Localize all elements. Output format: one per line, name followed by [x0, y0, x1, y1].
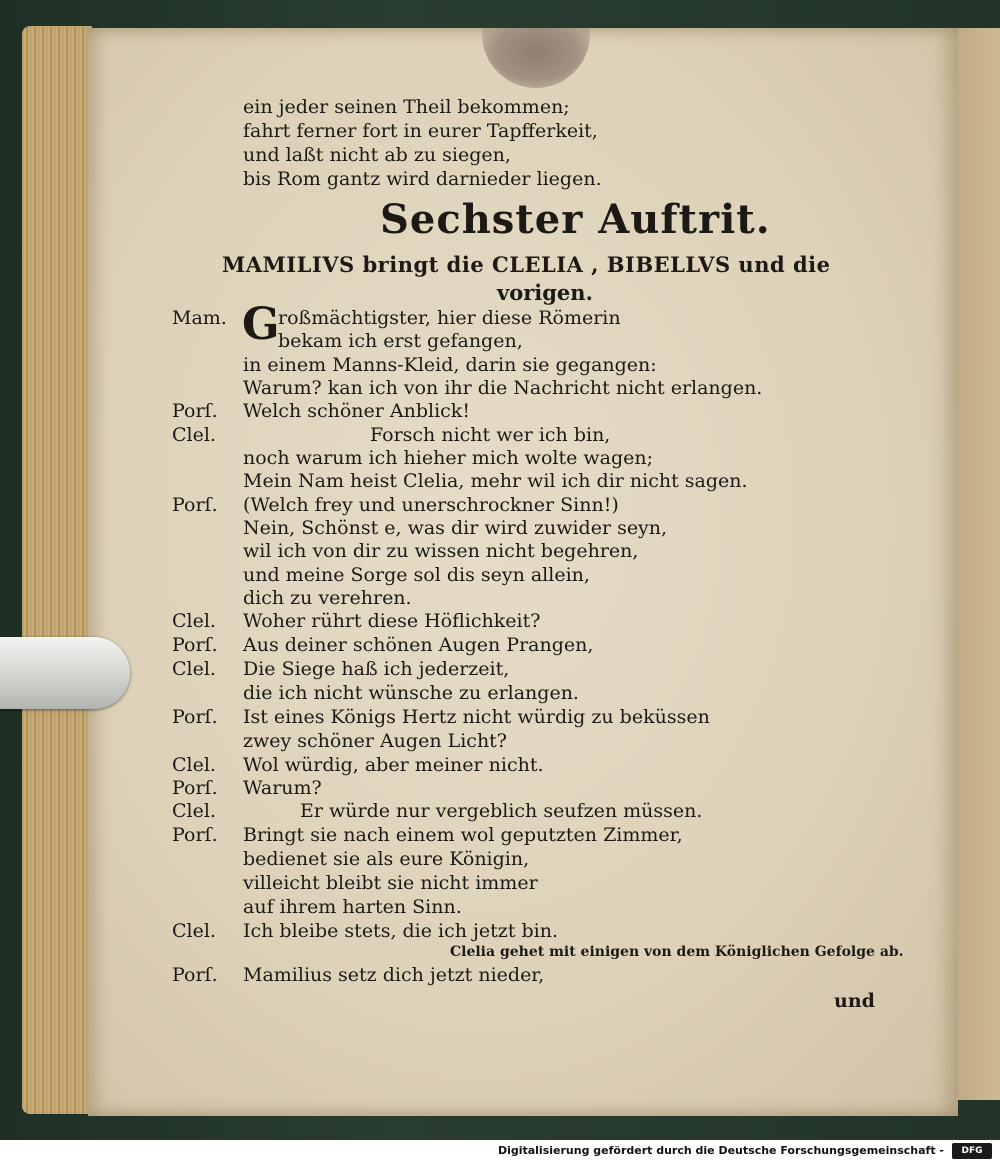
footer-credit: Digitalisierung gefördert durch die Deutsche Forschungsgemeinschaft - — [497, 1144, 944, 1157]
speaker-label: Porſ. — [172, 964, 218, 986]
dialogue-line: auf ihrem harten Sinn. — [243, 896, 462, 918]
dialogue-line: Er würde nur vergeblich seufzen müssen. — [300, 800, 703, 822]
speaker-label: Clel. — [172, 424, 216, 446]
speaker-label: Clel. — [172, 610, 216, 632]
dialogue-line: bedienet sie als eure Königin, — [243, 848, 530, 870]
dialogue-line: Aus deiner schönen Augen Prangen, — [243, 634, 594, 656]
dialogue-line: Woher rührt diese Höflichkeit? — [243, 610, 541, 632]
scene-title: Sechster Auftrit. — [380, 196, 771, 243]
speaker-label: Clel. — [172, 920, 216, 942]
dialogue-line: Welch schöner Anblick! — [243, 400, 470, 422]
dialogue-line: und meine Sorge sol dis seyn allein, — [243, 564, 590, 586]
speaker-label: Porſ. — [172, 777, 218, 799]
dialogue-line: dich zu verehren. — [243, 587, 412, 609]
scene-subtitle-continued: vorigen. — [497, 280, 593, 305]
stage-direction: Clelia gehet mit einigen von dem Königlichen Gefolge ab. — [450, 944, 904, 960]
speaker-label: Porſ. — [172, 400, 218, 422]
verse-line: bis Rom gantz wird darnieder liegen. — [243, 168, 602, 190]
speaker-label: Clel. — [172, 800, 216, 822]
dialogue-line: villeicht bleibt sie nicht immer — [243, 872, 538, 894]
verse-line: fahrt ferner fort in eurer Tapfferkeit, — [243, 120, 598, 142]
dialogue-line: Warum? kan ich von ihr die Nachricht nicht erlangen. — [243, 377, 763, 399]
dialogue-line: die ich nicht wünsche zu erlangen. — [243, 682, 579, 704]
dialogue-line: (Welch frey und unerschrockner Sinn!) — [243, 494, 619, 516]
dialogue-line: Wol würdig, aber meiner nicht. — [243, 754, 544, 776]
dialogue-line: roßmächtigster, hier diese Römerin — [278, 307, 621, 329]
dialogue-line: Mamilius setz dich jetzt nieder, — [243, 964, 545, 986]
dfg-logo: DFG — [952, 1143, 992, 1159]
page-marker-strip — [0, 637, 130, 709]
scene-subtitle: MAMILIVS bringt die CLELIA , BIBELLVS und die — [222, 252, 831, 277]
book-page-edges — [22, 26, 92, 1114]
speaker-label: Clel. — [172, 658, 216, 680]
dialogue-line: Die Siege haß ich jederzeit, — [243, 658, 510, 680]
dialogue-line: Ist eines Königs Hertz nicht würdig zu beküssen — [243, 706, 710, 728]
dialogue-line: bekam ich erst gefangen, — [278, 330, 523, 352]
drop-capital: G — [242, 299, 280, 350]
dialogue-line: Forsch nicht wer ich bin, — [370, 424, 611, 446]
speaker-label: Mam. — [172, 307, 227, 329]
verse-line: ein jeder seinen Theil bekommen; — [243, 96, 570, 118]
verse-line: und laßt nicht ab zu siegen, — [243, 144, 511, 166]
speaker-label: Porſ. — [172, 494, 218, 516]
dialogue-line: Ich bleibe stets, die ich jetzt bin. — [243, 920, 559, 942]
speaker-label: Porſ. — [172, 824, 218, 846]
footer-bar — [0, 1140, 1000, 1163]
dialogue-line: noch warum ich hieher mich wolte wagen; — [243, 447, 654, 469]
dialogue-line: Nein, Schönst e, was dir wird zuwider seyn, — [243, 517, 668, 539]
speaker-label: Porſ. — [172, 634, 218, 656]
dialogue-line: in einem Manns-Kleid, darin sie gegangen: — [243, 354, 657, 376]
catchword: und — [834, 990, 875, 1012]
dialogue-line: Bringt sie nach einem wol geputzten Zimmer, — [243, 824, 683, 846]
speaker-label: Clel. — [172, 754, 216, 776]
dialogue-line: zwey schöner Augen Licht? — [243, 730, 507, 752]
dialogue-line: Warum? — [243, 777, 322, 799]
dialogue-line: wil ich von dir zu wissen nicht begehren, — [243, 540, 639, 562]
dialogue-line: Mein Nam heist Clelia, mehr wil ich dir nicht sagen. — [243, 470, 748, 492]
speaker-label: Porſ. — [172, 706, 218, 728]
